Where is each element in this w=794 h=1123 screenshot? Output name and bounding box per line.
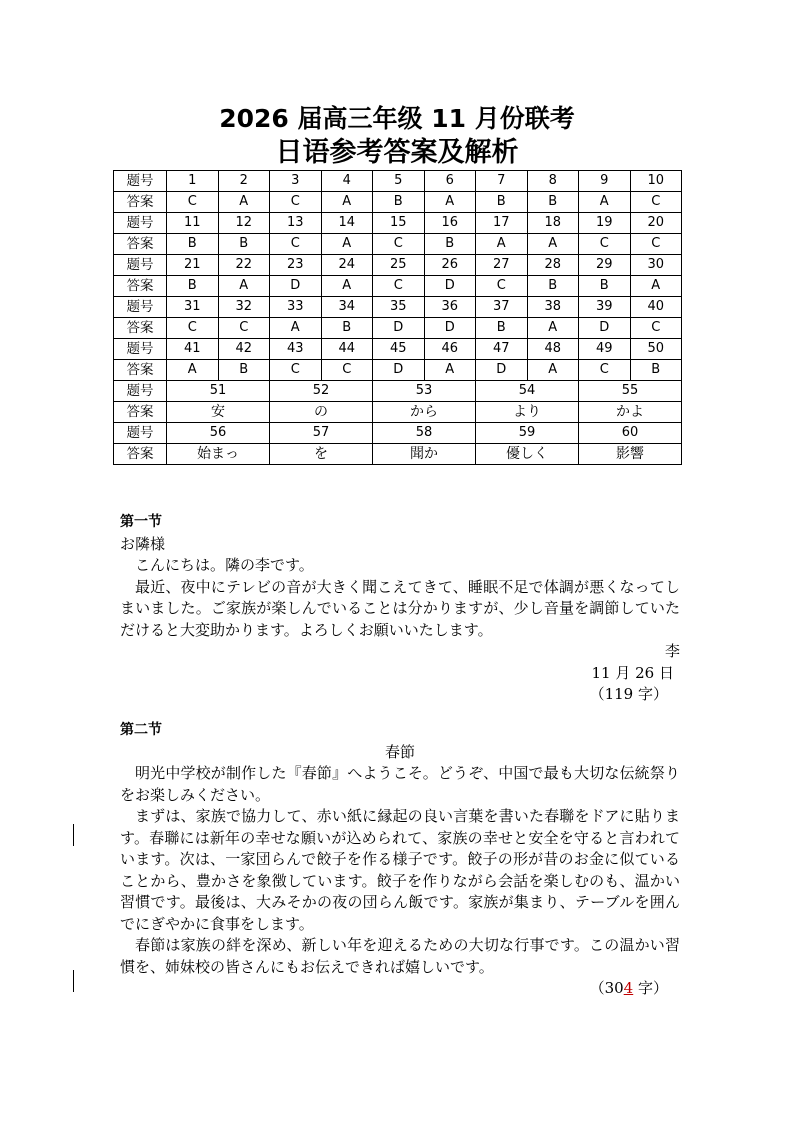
question-number-cell: 53 <box>373 381 476 402</box>
answer-cell: B <box>373 192 425 213</box>
question-number-cell: 41 <box>167 339 219 360</box>
row-label-question: 题号 <box>114 171 167 192</box>
answer-cell: D <box>373 360 425 381</box>
row-label-question: 题号 <box>114 297 167 318</box>
question-number-cell: 40 <box>630 297 682 318</box>
question-number-cell: 22 <box>218 255 270 276</box>
question-number-cell: 10 <box>630 171 682 192</box>
answer-cell: D <box>270 276 322 297</box>
answer-cell: B <box>630 360 682 381</box>
answer-cell: A <box>321 192 373 213</box>
section-2 <box>120 720 680 1000</box>
row-label-question: 题号 <box>114 339 167 360</box>
row-label-question: 题号 <box>114 255 167 276</box>
question-number-cell: 23 <box>270 255 322 276</box>
letter-char-count: （119 字） <box>589 685 668 703</box>
answer-cell: C <box>321 360 373 381</box>
question-number-cell: 59 <box>476 423 579 444</box>
answer-row <box>114 444 682 465</box>
answer-cell: 始まっ <box>167 444 270 465</box>
answer-cell: A <box>270 318 322 339</box>
question-number-cell: 28 <box>527 255 579 276</box>
essay-count-close: 字） <box>633 979 668 997</box>
answer-cell: B <box>527 192 579 213</box>
answer-cell: B <box>218 360 270 381</box>
question-number-cell: 58 <box>373 423 476 444</box>
question-number-cell: 7 <box>476 171 528 192</box>
question-number-cell: 60 <box>579 423 682 444</box>
answer-cell: B <box>167 276 219 297</box>
question-number-cell: 38 <box>527 297 579 318</box>
question-number-cell: 56 <box>167 423 270 444</box>
question-number-row <box>114 255 682 276</box>
answer-cell: より <box>476 402 579 423</box>
answer-cell: A <box>218 276 270 297</box>
answer-cell: C <box>167 318 219 339</box>
answer-cell: C <box>218 318 270 339</box>
question-number-cell: 2 <box>218 171 270 192</box>
question-number-cell: 21 <box>167 255 219 276</box>
answer-cell: B <box>579 276 631 297</box>
question-number-cell: 52 <box>270 381 373 402</box>
question-number-cell: 51 <box>167 381 270 402</box>
question-number-cell: 11 <box>167 213 219 234</box>
question-number-cell: 39 <box>579 297 631 318</box>
question-number-cell: 50 <box>630 339 682 360</box>
question-number-row <box>114 213 682 234</box>
answer-row <box>114 402 682 423</box>
essay-count-edited-digit: 4 <box>623 979 634 997</box>
answer-cell: A <box>476 234 528 255</box>
row-label-answer: 答案 <box>114 444 167 465</box>
essay-paragraph-3: 春節は家族の絆を深め、新しい年を迎えるための大切な行事です。この温かい習慣を、姉妹校の皆さんにもお伝えできれば嬉しいです。 <box>120 936 680 976</box>
question-number-cell: 17 <box>476 213 528 234</box>
answer-cell: A <box>321 276 373 297</box>
essay-paragraph-1: 明光中学校が制作した『春節』へようこそ。どうぞ、中国で最も大切な伝統祭りをお楽しみください。 <box>120 764 680 804</box>
answer-cell: C <box>167 192 219 213</box>
row-label-answer: 答案 <box>114 276 167 297</box>
question-number-cell: 19 <box>579 213 631 234</box>
row-label-answer: 答案 <box>114 402 167 423</box>
section-2-heading: 第二节 <box>120 722 162 738</box>
question-number-cell: 37 <box>476 297 528 318</box>
answer-cell: 安 <box>167 402 270 423</box>
essay-count-open: （30 <box>589 979 624 997</box>
section-1 <box>120 512 680 706</box>
row-label-question: 题号 <box>114 213 167 234</box>
answer-row <box>114 318 682 339</box>
answer-cell: 影響 <box>579 444 682 465</box>
question-number-cell: 48 <box>527 339 579 360</box>
answer-cell: C <box>373 276 425 297</box>
answer-cell: C <box>579 234 631 255</box>
question-number-cell: 27 <box>476 255 528 276</box>
answer-cell: C <box>373 234 425 255</box>
question-number-row <box>114 423 682 444</box>
answer-cell: C <box>630 234 682 255</box>
answer-cell: D <box>373 318 425 339</box>
question-number-cell: 13 <box>270 213 322 234</box>
answer-cell: A <box>424 360 476 381</box>
letter-date: 11 月 26 日 <box>591 663 674 682</box>
answer-cell: C <box>630 192 682 213</box>
question-number-cell: 8 <box>527 171 579 192</box>
answer-cell: から <box>373 402 476 423</box>
question-number-cell: 57 <box>270 423 373 444</box>
answer-cell: C <box>579 360 631 381</box>
question-number-cell: 54 <box>476 381 579 402</box>
answer-cell: B <box>424 234 476 255</box>
answer-cell: A <box>579 192 631 213</box>
answer-cell: C <box>270 192 322 213</box>
answer-cell: A <box>218 192 270 213</box>
question-number-row <box>114 297 682 318</box>
answer-cell: A <box>630 276 682 297</box>
question-number-cell: 34 <box>321 297 373 318</box>
answer-cell: D <box>579 318 631 339</box>
question-number-cell: 44 <box>321 339 373 360</box>
question-number-cell: 42 <box>218 339 270 360</box>
question-number-cell: 16 <box>424 213 476 234</box>
letter-salutation: お隣様 <box>120 534 166 553</box>
question-number-cell: 45 <box>373 339 425 360</box>
answer-cell: B <box>321 318 373 339</box>
question-number-cell: 18 <box>527 213 579 234</box>
answer-cell: A <box>527 318 579 339</box>
question-number-cell: 43 <box>270 339 322 360</box>
answer-cell: の <box>270 402 373 423</box>
answer-cell: かよ <box>579 402 682 423</box>
answer-row <box>114 234 682 255</box>
question-number-cell: 6 <box>424 171 476 192</box>
question-number-cell: 29 <box>579 255 631 276</box>
letter-paragraph-1: こんにちは。隣の李です。 <box>135 556 314 574</box>
letter-signature: 李 <box>664 642 680 660</box>
question-number-cell: 47 <box>476 339 528 360</box>
question-number-cell: 20 <box>630 213 682 234</box>
answer-cell: B <box>476 192 528 213</box>
answer-cell: 聞か <box>373 444 476 465</box>
revision-bar <box>73 970 74 992</box>
essay-title: 春節 <box>384 742 415 761</box>
row-label-answer: 答案 <box>114 234 167 255</box>
row-label-answer: 答案 <box>114 360 167 381</box>
answer-cell: D <box>424 318 476 339</box>
question-number-cell: 14 <box>321 213 373 234</box>
essay-char-count <box>120 978 680 1000</box>
answer-row <box>114 276 682 297</box>
answer-cell: B <box>476 318 528 339</box>
answer-row <box>114 360 682 381</box>
revision-bar <box>73 824 74 846</box>
answer-cell: D <box>476 360 528 381</box>
answer-row <box>114 192 682 213</box>
question-number-cell: 15 <box>373 213 425 234</box>
document-title: 2026 届高三年级 11 月份联考 <box>219 104 575 133</box>
answer-cell: B <box>527 276 579 297</box>
answer-cell: C <box>630 318 682 339</box>
answer-cell: C <box>270 360 322 381</box>
question-number-cell: 30 <box>630 255 682 276</box>
question-number-cell: 32 <box>218 297 270 318</box>
question-number-row <box>114 339 682 360</box>
question-number-cell: 12 <box>218 213 270 234</box>
question-number-cell: 3 <box>270 171 322 192</box>
question-number-cell: 31 <box>167 297 219 318</box>
answer-cell: C <box>476 276 528 297</box>
section-1-heading: 第一节 <box>120 514 162 530</box>
answer-cell: B <box>218 234 270 255</box>
row-label-answer: 答案 <box>114 318 167 339</box>
answer-cell: D <box>424 276 476 297</box>
question-number-row <box>114 381 682 402</box>
document-subtitle: 日语参考答案及解析 <box>275 137 519 168</box>
question-number-cell: 24 <box>321 255 373 276</box>
answer-cell: A <box>167 360 219 381</box>
answer-cell: C <box>270 234 322 255</box>
question-number-cell: 36 <box>424 297 476 318</box>
question-number-cell: 4 <box>321 171 373 192</box>
question-number-cell: 5 <box>373 171 425 192</box>
question-number-cell: 25 <box>373 255 425 276</box>
answer-cell: 優しく <box>476 444 579 465</box>
letter-paragraph-2: 最近、夜中にテレビの音が大きく聞こえてきて、睡眠不足で体調が悪くなってしまいました。ご家族が楽しんでいることは分かりますが、少し音量を調節していただけると大変助かります。よろしくお願いいたします。 <box>120 577 680 639</box>
row-label-question: 题号 <box>114 423 167 444</box>
question-number-cell: 46 <box>424 339 476 360</box>
answer-cell: を <box>270 444 373 465</box>
question-number-cell: 49 <box>579 339 631 360</box>
essay-paragraph-2: まずは、家族で協力して、赤い紙に縁起の良い言葉を書いた春聯をドアに貼ります。春聯には新年の幸せな願いが込められて、家族の幸せと安全を守ると言われています。次は、一家団らんで餃子を作る様子です。餃子の形が昔のお金に似ていることから、豊かさを象徴しています。餃子を作りながら会話を楽しむのも、温かい習慣です。最後は、大みそかの夜の団らん飯です。家族が集まり、テーブルを囲んでにぎやかに食事をします。 <box>120 807 680 933</box>
answer-cell: A <box>321 234 373 255</box>
question-number-cell: 33 <box>270 297 322 318</box>
answer-cell: A <box>527 360 579 381</box>
question-number-cell: 26 <box>424 255 476 276</box>
question-number-cell: 35 <box>373 297 425 318</box>
answer-table <box>113 170 682 465</box>
answer-cell: A <box>527 234 579 255</box>
question-number-cell: 1 <box>167 171 219 192</box>
question-number-cell: 9 <box>579 171 631 192</box>
question-number-row <box>114 171 682 192</box>
question-number-cell: 55 <box>579 381 682 402</box>
answer-cell: B <box>167 234 219 255</box>
answer-cell: A <box>424 192 476 213</box>
row-label-answer: 答案 <box>114 192 167 213</box>
row-label-question: 题号 <box>114 381 167 402</box>
